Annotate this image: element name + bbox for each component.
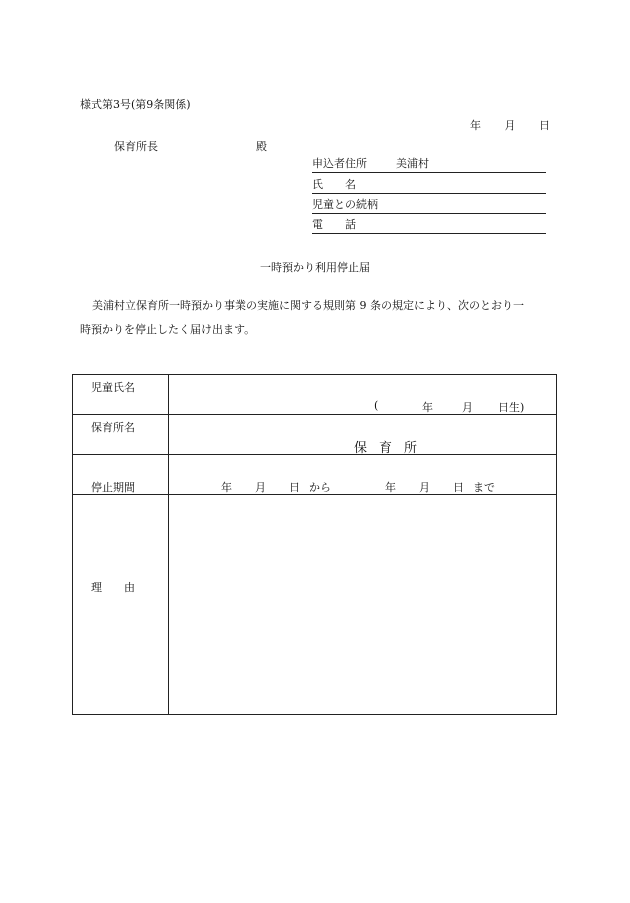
period-to-month: 月 xyxy=(419,481,430,494)
reason-input-cell[interactable] xyxy=(169,495,557,715)
child-name-input-cell[interactable] xyxy=(169,375,557,415)
child-name-label: 児童氏名 xyxy=(91,381,135,394)
period-from: から xyxy=(309,481,331,494)
form-number: 様式第3号(第9条関係) xyxy=(80,98,191,111)
body-line-1: 美浦村立保育所一時預かり事業の実施に関する規則第 9 条の規定により、次のとおり一 xyxy=(92,299,524,312)
child-name-row xyxy=(73,375,557,415)
nursery-input-cell[interactable] xyxy=(169,415,557,455)
phone-field[interactable] xyxy=(312,215,546,234)
applicant-address-label: 申込者住所 xyxy=(312,157,367,170)
body-text xyxy=(80,294,555,342)
period-from-year: 年 xyxy=(221,481,232,494)
dob-day: 日生) xyxy=(498,401,525,414)
applicant-address-field[interactable] xyxy=(312,154,546,173)
child-name-label-cell xyxy=(73,375,169,415)
date-day: 日 xyxy=(539,119,550,132)
period-to-day: 日 xyxy=(453,481,464,494)
dob-year: 年 xyxy=(422,401,433,414)
relationship-field[interactable] xyxy=(312,195,546,214)
document-title: 一時預かり利用停止届 xyxy=(260,261,370,274)
reason-label-cell xyxy=(73,495,169,715)
period-to: まで xyxy=(473,481,495,494)
dob-open: ( xyxy=(374,399,379,412)
nursery-label: 保育所名 xyxy=(91,421,135,434)
detail-table xyxy=(72,374,557,715)
relationship-label: 児童との続柄 xyxy=(312,198,378,211)
reason-label: 理 由 xyxy=(91,581,135,594)
date-year: 年 xyxy=(470,119,481,132)
date-line xyxy=(470,117,550,133)
period-input-cell[interactable] xyxy=(169,455,557,495)
body-line-2: 時預かりを停止したく届け出ます。 xyxy=(80,323,256,336)
period-from-month: 月 xyxy=(255,481,266,494)
addressee: 保育所長 xyxy=(114,140,158,153)
applicant-name-field[interactable] xyxy=(312,175,546,194)
applicant-address-value: 美浦村 xyxy=(396,157,429,170)
phone-label: 電 話 xyxy=(312,218,356,231)
dob-month: 月 xyxy=(462,401,473,414)
stop-period xyxy=(221,479,495,495)
reason-row xyxy=(73,495,557,715)
applicant-name-label: 氏 名 xyxy=(312,178,356,191)
birth-date xyxy=(374,399,524,415)
addressee-honorific: 殿 xyxy=(256,140,267,153)
period-label-cell xyxy=(73,455,169,495)
nursery-suffix: 保育所 xyxy=(354,441,430,456)
period-row xyxy=(73,455,557,495)
period-from-day: 日 xyxy=(289,481,300,494)
period-label: 停止期間 xyxy=(91,481,135,494)
period-to-year: 年 xyxy=(385,481,396,494)
date-month: 月 xyxy=(504,119,516,132)
nursery-label-cell xyxy=(73,415,169,455)
nursery-row xyxy=(73,415,557,455)
